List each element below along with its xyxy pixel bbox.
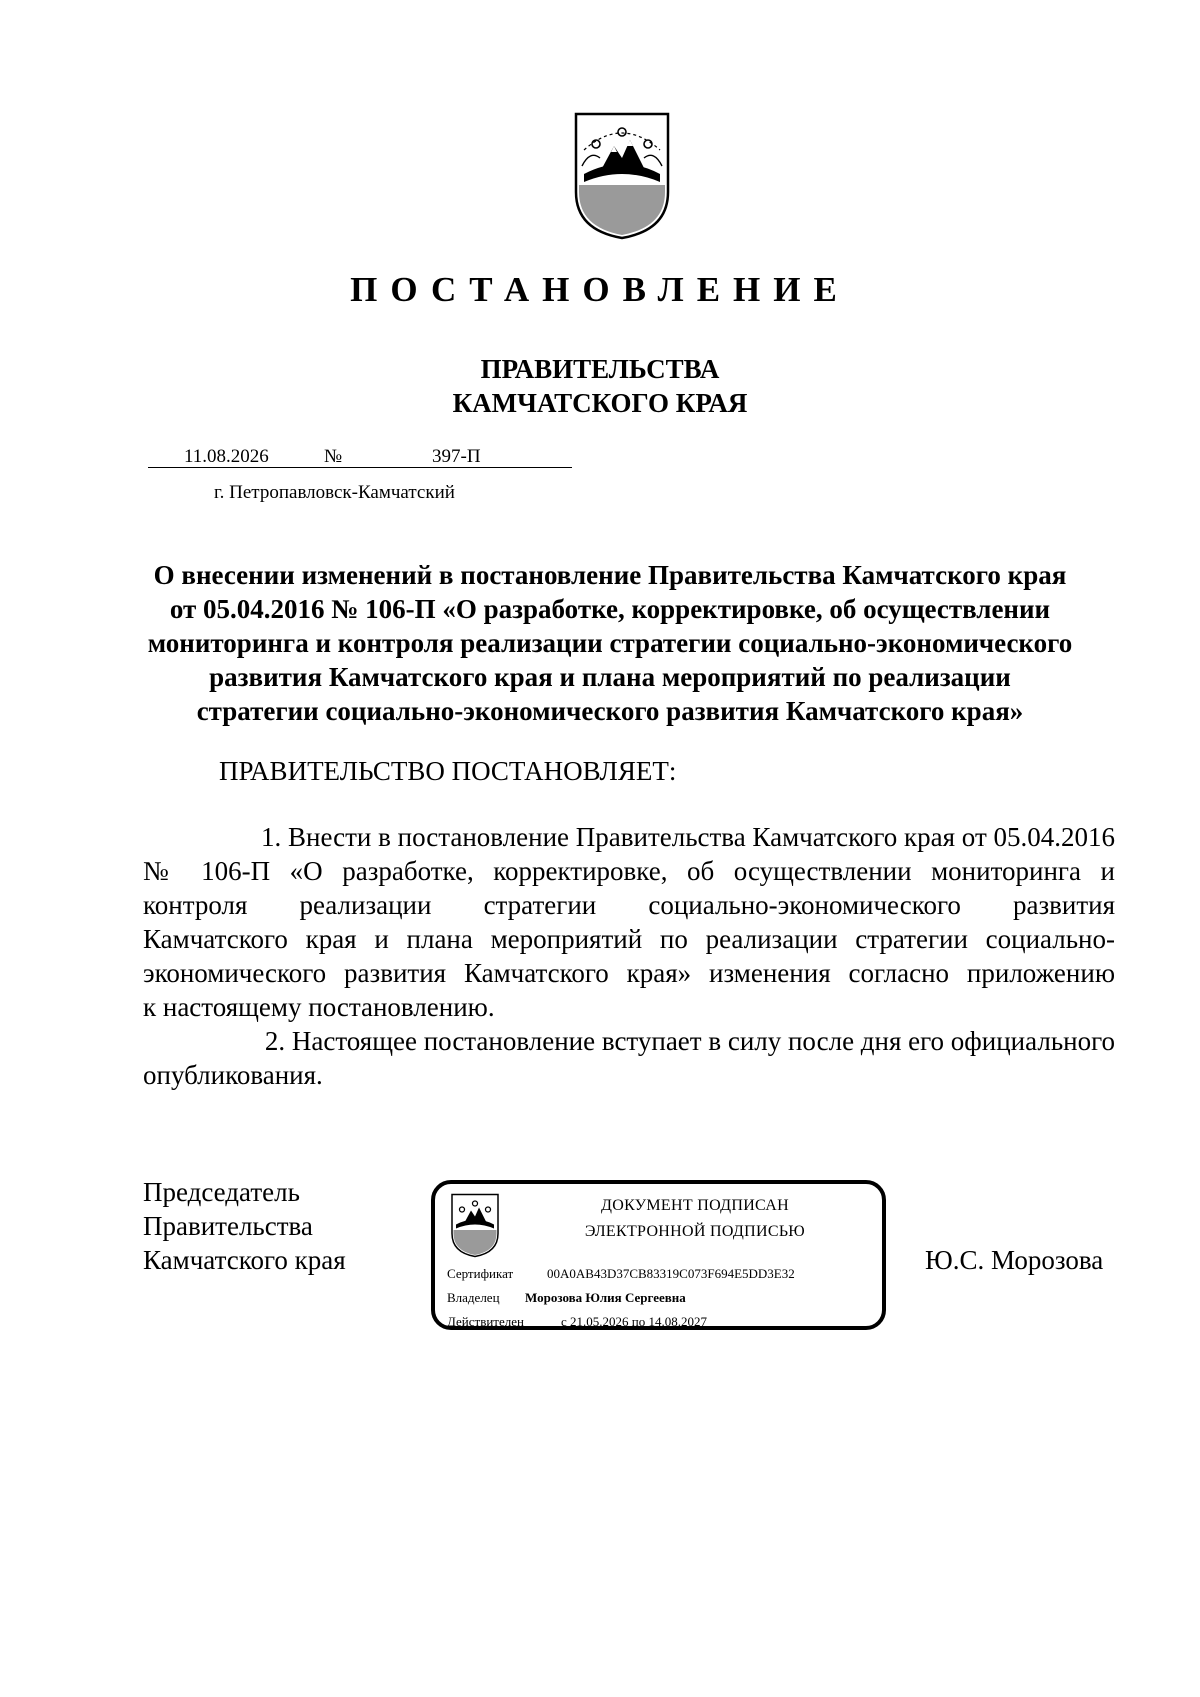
- issuing-organization-line: КАМЧАТСКОГО КРАЯ: [452, 388, 748, 418]
- signatory-title: [143, 1175, 346, 1277]
- body-text-line: экономического развития Камчатского края» изменения согласно приложению: [143, 958, 1115, 988]
- document-title: [130, 558, 1090, 728]
- signatory-name: Ю.С. Морозова: [925, 1245, 1104, 1275]
- body-text-line: № 106-П «О разработке, корректировке, об осуществлении мониторинга и: [143, 856, 1115, 886]
- coat-of-arms-icon: [570, 110, 674, 240]
- stamp-heading: ЭЛЕКТРОННОЙ ПОДПИСЬЮ: [584, 1223, 806, 1240]
- coat-of-arms-icon: [449, 1192, 501, 1258]
- title-line: О внесении изменений в постановление Правительства Камчатского края: [153, 560, 1067, 590]
- title-line: от 05.04.2016 № 106-П «О разработке, корректировке, об осуществлении: [169, 594, 1051, 624]
- resolves-heading: ПРАВИТЕЛЬСТВО ПОСТАНОВЛЯЕТ:: [219, 756, 677, 786]
- document-type: ПОСТАНОВЛЕНИЕ: [350, 270, 850, 309]
- title-line: мониторинга и контроля реализации стратегии социально-экономического: [147, 628, 1073, 658]
- body-text-line: 1. Внести в постановление Правительства Камчатского края от 05.04.2016: [261, 822, 1115, 852]
- owner-label: Владелец: [447, 1290, 500, 1305]
- body-text-line: контроля реализации стратегии социально-экономического развития: [143, 890, 1115, 920]
- validity-label: Действителен: [447, 1314, 524, 1329]
- stamp-validity-row: [447, 1314, 707, 1330]
- electronic-signature-stamp: [431, 1180, 886, 1330]
- title-line: стратегии социально-экономического развития Камчатского края»: [196, 696, 1024, 726]
- document-date: 11.08.2026: [184, 446, 269, 467]
- document-number: 397-П: [432, 446, 481, 467]
- body-text-line: опубликования.: [143, 1060, 323, 1090]
- owner-value: Морозова Юлия Сергеевна: [525, 1290, 686, 1305]
- certificate-label: Сертификат: [447, 1266, 514, 1281]
- body-text-line: Камчатского края и плана мероприятий по реализации стратегии социально-: [143, 924, 1115, 954]
- stamp-heading: ДОКУМЕНТ ПОДПИСАН: [601, 1197, 789, 1214]
- date-number-underline: [148, 467, 572, 468]
- number-sign: №: [324, 446, 343, 467]
- validity-value: с 21.05.2026 по 14.08.2027: [561, 1314, 707, 1329]
- stamp-certificate-row: [447, 1266, 795, 1282]
- certificate-value: 00A0AB43D37CB83319C073F694E5DD3E32: [547, 1266, 795, 1281]
- title-line: развития Камчатского края и плана мероприятий по реализации: [209, 662, 1011, 692]
- city: г. Петропавловск-Камчатский: [214, 482, 455, 503]
- signatory-title-line: Председатель: [143, 1177, 300, 1207]
- body-text-line: к настоящему постановлению.: [143, 992, 495, 1022]
- signatory-title-line: Правительства: [143, 1211, 313, 1241]
- issuing-organization-line: ПРАВИТЕЛЬСТВА: [480, 354, 720, 384]
- body-text-line: 2. Настоящее постановление вступает в силу после дня его официального: [264, 1026, 1115, 1056]
- signatory-title-line: Камчатского края: [143, 1245, 346, 1275]
- stamp-owner-row: [447, 1290, 686, 1306]
